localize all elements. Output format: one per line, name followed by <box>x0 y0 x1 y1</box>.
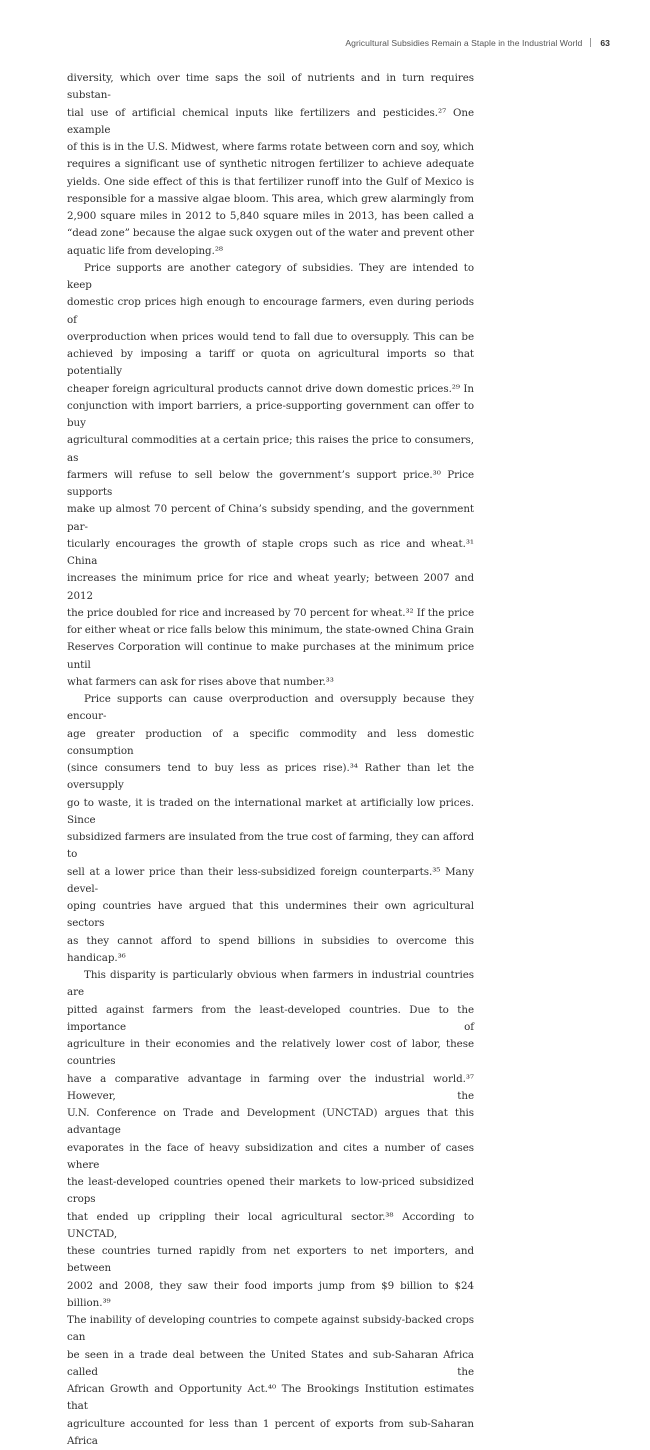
text-line: of this is in the U.S. Midwest, where farms rotate between corn and soy, which <box>67 139 474 156</box>
text-line: 2,900 square miles in 2012 to 5,840 square miles in 2013, has been called a <box>67 208 474 225</box>
text-line: achieved by imposing a tariff or quota on agricultural imports so that potentially <box>67 346 474 381</box>
text-line: what farmers can ask for rises above that number.³³ <box>67 674 474 691</box>
text-line: evaporates in the face of heavy subsidization and cites a number of cases where <box>67 1140 474 1175</box>
body-text <box>67 70 474 1450</box>
text-line: the least-developed countries opened their markets to low-priced subsidized crops <box>67 1174 474 1209</box>
text-line: make up almost 70 percent of China’s subsidy spending, and the government par- <box>67 501 474 536</box>
text-line: (since consumers tend to buy less as prices rise).³⁴ Rather than let the oversupply <box>67 760 474 795</box>
text-line: as they cannot afford to spend billions in subsidies to overcome this handicap.³⁶ <box>67 933 474 968</box>
text-line: Price supports are another category of subsidies. They are intended to keep <box>67 260 474 295</box>
paragraph-4 <box>67 967 474 1450</box>
text-line: increases the minimum price for rice and wheat yearly; between 2007 and 2012 <box>67 570 474 605</box>
text-line: have a comparative advantage in farming over the industrial world.³⁷ However, the <box>67 1071 474 1106</box>
paragraph-3 <box>67 691 474 967</box>
text-line: the price doubled for rice and increased by 70 percent for wheat.³² If the price <box>67 605 474 622</box>
running-header <box>345 38 610 48</box>
text-line: 2002 and 2008, they saw their food imports jump from $9 billion to $24 billion.³⁹ <box>67 1278 474 1313</box>
paragraph-1 <box>67 70 474 260</box>
text-line: aquatic life from developing.²⁸ <box>67 243 474 260</box>
text-line: agricultural commodities at a certain price; this raises the price to consumers, as <box>67 432 474 467</box>
page-number: 63 <box>600 38 610 48</box>
text-line: overproduction when prices would tend to fall due to oversupply. This can be <box>67 329 474 346</box>
text-line: go to waste, it is traded on the international market at artificially low prices. Since <box>67 795 474 830</box>
text-line: cheaper foreign agricultural products cannot drive down domestic prices.²⁹ In <box>67 381 474 398</box>
text-line: farmers will refuse to sell below the government’s support price.³⁰ Price supports <box>67 467 474 502</box>
running-title: Agricultural Subsidies Remain a Staple in the Industrial World <box>345 38 582 48</box>
text-line: yields. One side effect of this is that fertilizer runoff into the Gulf of Mexico is <box>67 174 474 191</box>
text-line: Reserves Corporation will continue to make purchases at the minimum price until <box>67 639 474 674</box>
text-line: conjunction with import barriers, a price-supporting government can offer to buy <box>67 398 474 433</box>
text-line: ticularly encourages the growth of staple crops such as rice and wheat.³¹ China <box>67 536 474 571</box>
text-line: Price supports can cause overproduction and oversupply because they encour- <box>67 691 474 726</box>
text-line: sell at a lower price than their less-subsidized foreign counterparts.³⁵ Many devel- <box>67 864 474 899</box>
text-line: for either wheat or rice falls below this minimum, the state-owned China Grain <box>67 622 474 639</box>
text-line: be seen in a trade deal between the United States and sub-Saharan Africa called the <box>67 1347 474 1382</box>
text-line: tial use of artificial chemical inputs like fertilizers and pesticides.²⁷ One example <box>67 105 474 140</box>
text-line: these countries turned rapidly from net exporters to net importers, and between <box>67 1243 474 1278</box>
text-line: oping countries have argued that this undermines their own agricultural sectors <box>67 898 474 933</box>
paragraph-2 <box>67 260 474 691</box>
header-divider <box>590 38 591 47</box>
text-line: agriculture in their economies and the relatively lower cost of labor, these countries <box>67 1036 474 1071</box>
text-line: subsidized farmers are insulated from the true cost of farming, they can afford to <box>67 829 474 864</box>
text-line: diversity, which over time saps the soil of nutrients and in turn requires substan- <box>67 70 474 105</box>
text-line: domestic crop prices high enough to encourage farmers, even during periods of <box>67 294 474 329</box>
text-line: This disparity is particularly obvious when farmers in industrial countries are <box>67 967 474 1002</box>
text-line: agriculture accounted for less than 1 percent of exports from sub-Saharan Africa <box>67 1416 474 1450</box>
text-line: requires a significant use of synthetic nitrogen fertilizer to achieve adequate <box>67 156 474 173</box>
text-line: “dead zone” because the algae suck oxygen out of the water and prevent other <box>67 225 474 242</box>
text-line: African Growth and Opportunity Act.⁴⁰ The Brookings Institution estimates that <box>67 1381 474 1416</box>
text-line: U.N. Conference on Trade and Development (UNCTAD) argues that this advantage <box>67 1105 474 1140</box>
text-line: responsible for a massive algae bloom. This area, which grew alarmingly from <box>67 191 474 208</box>
text-line: that ended up crippling their local agricultural sector.³⁸ According to UNCTAD, <box>67 1209 474 1244</box>
text-line: The inability of developing countries to compete against subsidy-backed crops can <box>67 1312 474 1347</box>
text-line: age greater production of a specific commodity and less domestic consumption <box>67 726 474 761</box>
text-line: pitted against farmers from the least-developed countries. Due to the importance of <box>67 1002 474 1037</box>
